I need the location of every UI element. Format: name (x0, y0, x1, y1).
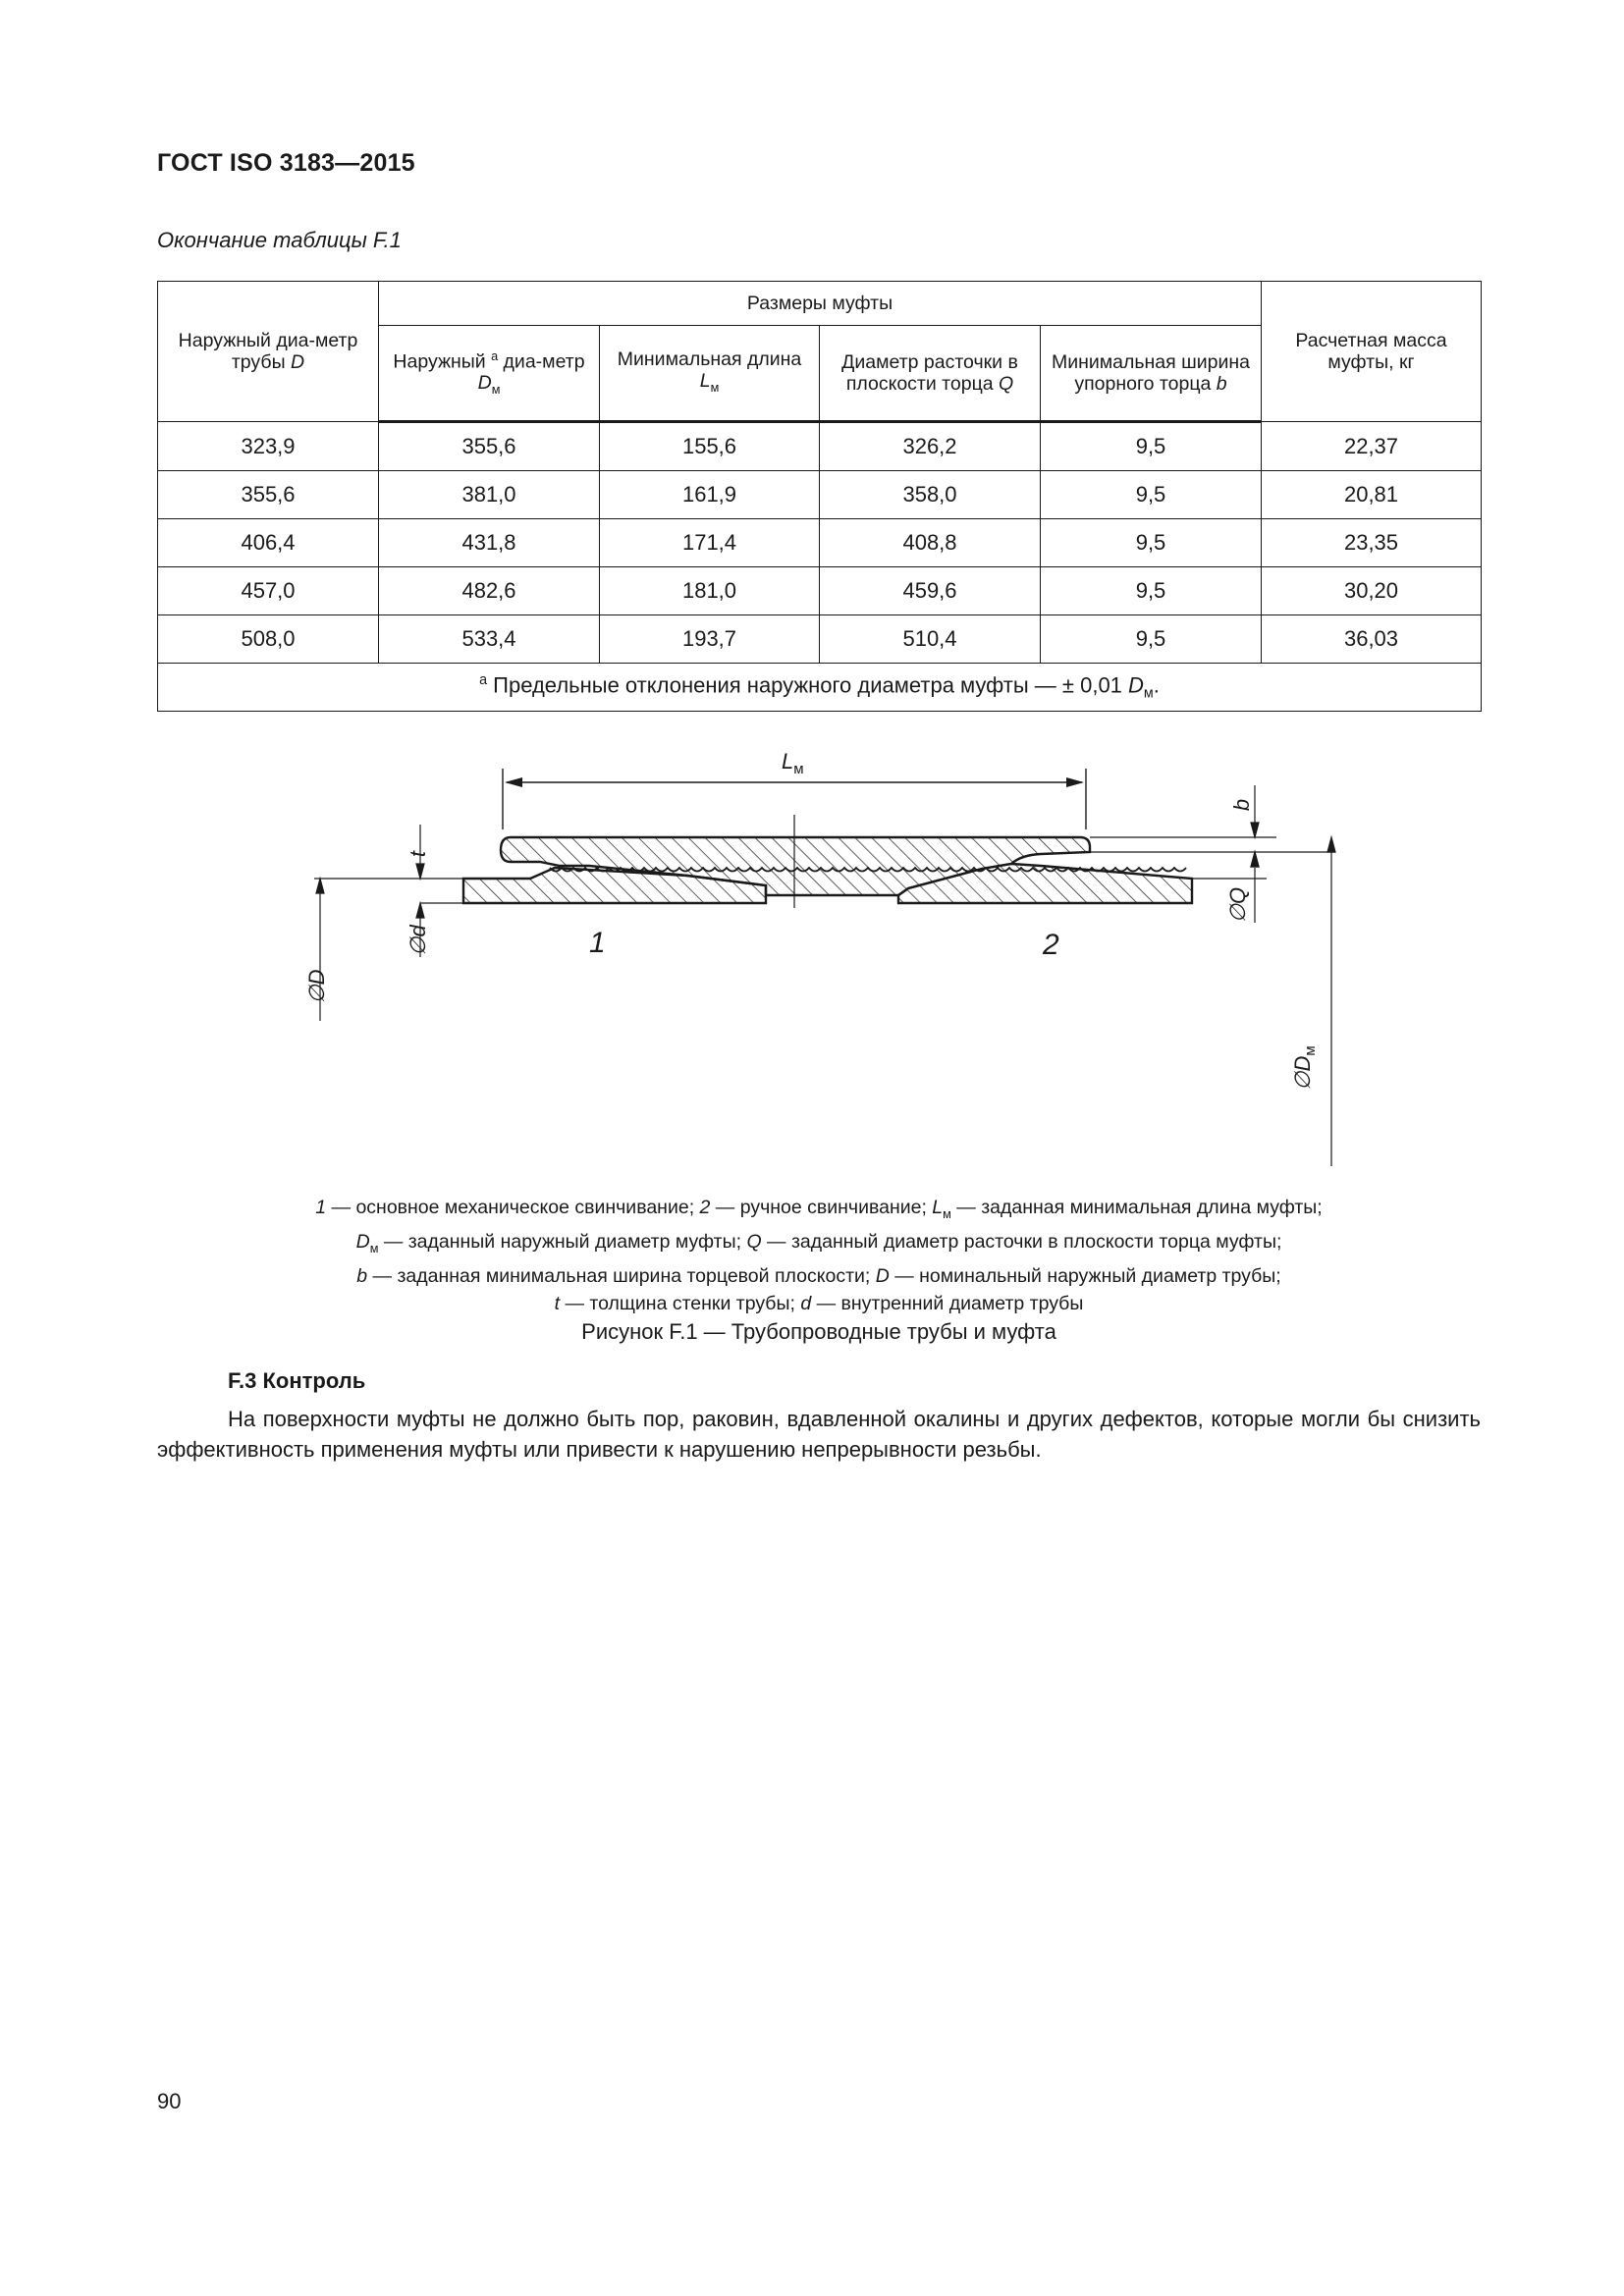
table-cell: 508,0 (158, 615, 379, 664)
table-row (158, 471, 1482, 519)
table-cell: 9,5 (1041, 615, 1262, 664)
table-cell: 193,7 (600, 615, 820, 664)
coupling-body (501, 837, 1090, 895)
section-title: F.3 Контроль (228, 1368, 366, 1393)
label-dm: $\emptyset D_м$ (1290, 1045, 1319, 1091)
pipe-end-left (463, 868, 766, 903)
dimensions-table (157, 281, 1482, 712)
dimension-b (1090, 785, 1335, 867)
figure-legend (157, 1194, 1481, 1317)
table-cell: 459,6 (820, 567, 1041, 615)
header-pipe-od: Наружный диа-метр трубы D (158, 282, 379, 422)
legend-line-3: b — заданная минимальная ширина торцевой плоскости; D — номинальный наружный диаметр трубы; (356, 1264, 1281, 1287)
header-min-length: Минимальная длина $L_м$ (600, 326, 820, 422)
callout-1: 1 (589, 927, 606, 959)
table-row (158, 615, 1482, 664)
table-cell: 408,8 (820, 519, 1041, 567)
table-caption: Окончание таблицы F.1 (157, 228, 402, 252)
header-mass: Расчетная масса муфты, кг (1262, 282, 1482, 422)
table-footnote: $^a$ Предельные отклонения наружного диаметра муфты — ± 0,01 $D_м$. (158, 664, 1482, 712)
table-cell: 23,35 (1262, 519, 1482, 567)
page-number: 90 (157, 2089, 182, 2113)
table-row (158, 567, 1482, 615)
dimension-t (416, 825, 463, 957)
table-cell: 22,37 (1262, 422, 1482, 471)
table-cell: 9,5 (1041, 519, 1262, 567)
table-cell: 406,4 (158, 519, 379, 567)
header-coupling-dimensions: Размеры муфты (379, 282, 1262, 326)
table-cell: 20,81 (1262, 471, 1482, 519)
table-cell: 510,4 (820, 615, 1041, 664)
table-row (158, 422, 1482, 471)
label-d-outer: ∅D (304, 969, 329, 1004)
table-cell: 181,0 (600, 567, 820, 615)
thread-profile (550, 868, 1186, 872)
dimension-lm (503, 749, 1086, 829)
table-cell: 355,6 (379, 422, 600, 471)
label-t: t (406, 850, 430, 858)
table-cell: 431,8 (379, 519, 600, 567)
pipe-end-right (898, 864, 1192, 903)
table-cell: 9,5 (1041, 567, 1262, 615)
table-cell: 457,0 (158, 567, 379, 615)
svg-text:Lм: $L_м$ (782, 749, 804, 777)
legend-line-2: $D_м$ — заданный наружный диаметр муфты; Q — заданный диаметр расточки в плоскости торца муфты; (355, 1230, 1282, 1255)
header-coupling-od: Наружный $^a$ диа-метр $D_м$ (379, 326, 600, 422)
table-cell: 326,2 (820, 422, 1041, 471)
table-cell: 9,5 (1041, 422, 1262, 471)
callout-2: 2 (1043, 929, 1059, 961)
table-cell: 36,03 (1262, 615, 1482, 664)
header-bore-diameter: Диаметр расточки в плоскости торца Q (820, 326, 1041, 422)
label-b: b (1229, 798, 1254, 812)
dimension-dm (1327, 837, 1335, 1166)
label-d: ∅d (406, 925, 430, 956)
table-cell: 323,9 (158, 422, 379, 471)
dimension-d-outer (314, 879, 420, 1021)
table-cell: 161,9 (600, 471, 820, 519)
table-cell: 381,0 (379, 471, 600, 519)
table-cell: 171,4 (600, 519, 820, 567)
table-body (158, 422, 1482, 664)
table-cell: 9,5 (1041, 471, 1262, 519)
table-cell: 533,4 (379, 615, 600, 664)
legend-line-1: 1 — основное механическое свинчивание; 2 — ручное свинчивание; $L_м$ — заданная минимальная длина муфты; (315, 1197, 1323, 1221)
section-text: На поверхности муфты не должно быть пор, раковин, вдавленной окалины и других дефектов, которые могли бы снизить эффективность применения муфты или привести к нарушению непрерывности резьбы. (157, 1407, 1481, 1462)
dimension-q (1192, 852, 1267, 923)
document-header: ГОСТ ISO 3183—2015 (157, 149, 415, 177)
table-row (158, 519, 1482, 567)
figure-caption: Рисунок F.1 — Трубопроводные трубы и муфта (581, 1319, 1056, 1344)
legend-line-4: t — толщина стенки трубы; d — внутренний диаметр трубы (554, 1292, 1084, 1314)
table-cell: 358,0 (820, 471, 1041, 519)
table-cell: 155,6 (600, 422, 820, 471)
header-min-width: Минимальная ширина упорного торца b (1041, 326, 1262, 422)
label-q: ∅Q (1225, 886, 1250, 924)
table-cell: 355,6 (158, 471, 379, 519)
table-cell: 482,6 (379, 567, 600, 615)
label-lm: L (782, 749, 794, 774)
table-cell: 30,20 (1262, 567, 1482, 615)
